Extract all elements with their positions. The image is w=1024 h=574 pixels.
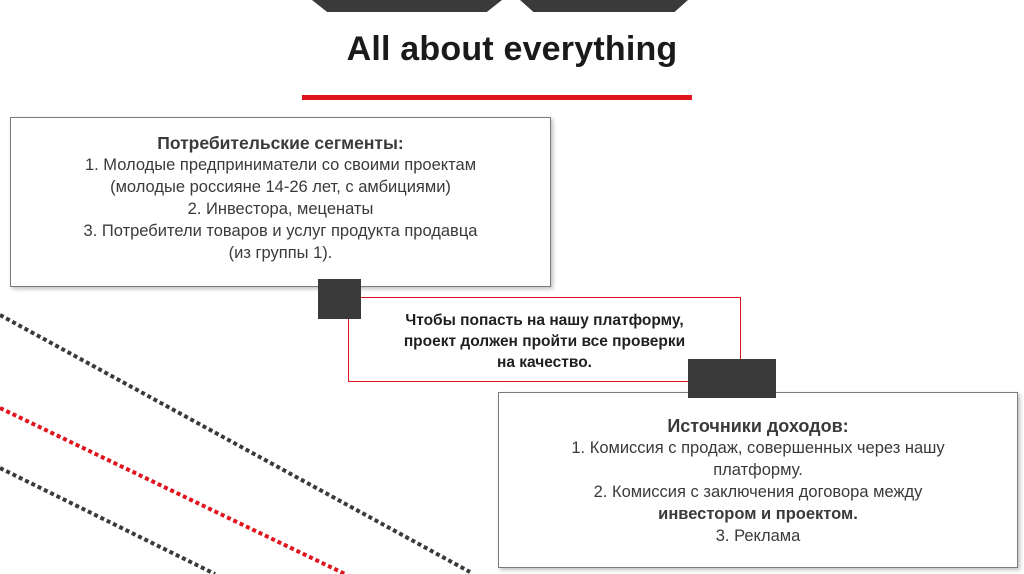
consumer-segments-heading: Потребительские сегменты: [157, 133, 404, 153]
segment-item-1: 1. Молодые предприниматели со своими проектам [84, 156, 477, 174]
revenue-item-2: 2. Комиссия с заключения договора между [593, 483, 923, 501]
segment-item-3-detail: (из группы 1). [228, 244, 333, 262]
revenue-sources-heading: Источники доходов: [667, 416, 849, 436]
connector-square-1 [318, 279, 361, 319]
connector-square-2 [688, 359, 776, 398]
diagonal-line-red [0, 408, 345, 574]
segment-item-3: 3. Потребители товаров и услуг продукта продавца [83, 222, 478, 240]
revenue-item-3: 3. Реклама [715, 527, 801, 545]
revenue-item-1: 1. Комиссия с продаж, совершенных через нашу [571, 439, 945, 457]
note-line-1: Чтобы попасть на нашу платформу, [405, 312, 684, 329]
title-underline [302, 95, 692, 100]
note-line-3: на качество. [496, 354, 592, 371]
segment-item-2: 2. Инвестора, меценаты [187, 200, 374, 218]
diagonal-line-dark-2 [0, 468, 215, 574]
segment-item-1-detail: (молодые россияне 14-26 лет, с амбициями) [110, 178, 451, 196]
revenue-sources-box [498, 392, 1018, 568]
revenue-item-1-detail: платформу. [713, 461, 803, 479]
note-line-2: проект должен пройти все проверки [403, 333, 686, 350]
consumer-segments-box [10, 117, 551, 287]
quality-check-note [348, 297, 741, 382]
slide-title: All about everything [346, 30, 678, 68]
revenue-item-2-detail: инвестором и проектом. [658, 505, 858, 523]
